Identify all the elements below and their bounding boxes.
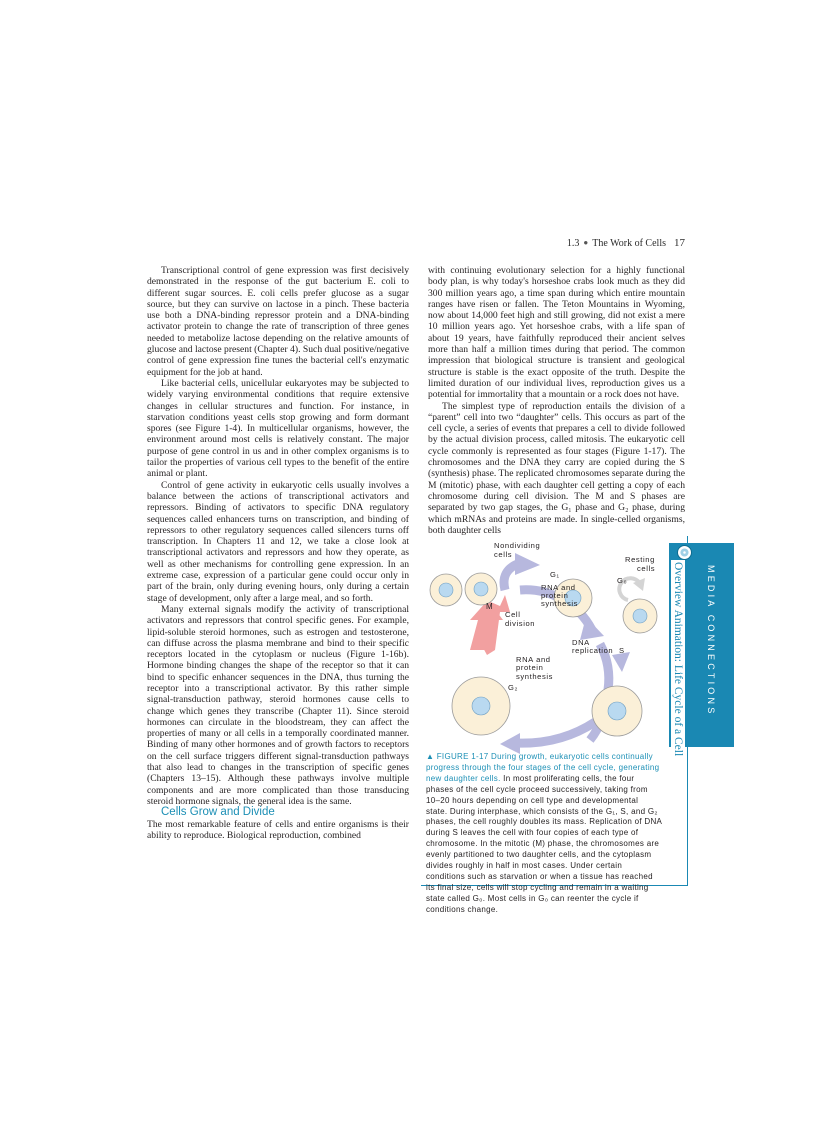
g2-cell [452, 677, 510, 735]
body-paragraph: The simplest type of reproduction entails the division of a “parent” cell into two “daughter” cells. This occurs as part of the cell cycle, a series of events that prepares a cell to divide followed by the actual division process, called mitosis. The eukaryotic cell cycle commonly is represented as four stages (Figure 1-17). The chromosomes and the DNA they carry are copied during the S (synthesis) phase. The replicated chromosomes separate during the M (mitotic) phase, with each daughter cell getting a copy of each chromosome during cell division. The M and S phases are separated by two gap stages, the G₁ phase and G₂ phase, during which mRNAs and proteins are made. In single-celled organisms, both daughter cells [428, 400, 685, 536]
media-connections-label: MEDIA CONNECTIONS [706, 565, 716, 717]
caption-figure-label: FIGURE 1-17 [436, 752, 489, 761]
label-m: M [486, 602, 494, 611]
body-paragraph: Transcriptional control of gene expression was first decisively demonstrated in the response of the gut bacterium E. coli to different sugar sources. E. coli cells prefer glucose as a sugar source, but they can survive on lactose in a pinch. These bacteria use both a DNA-binding repressor protein and a DNA-binding activator protein to change the rate of transcription of three genes needed to metabolize lactose depending on the relative amounts of glucose and lactose present (Chapter 4). Such dual positive/negative control of gene expression fine tunes the bacterial cell's enzymatic equipment for the job at hand. [147, 265, 409, 378]
label-replication: replication [572, 646, 614, 655]
s-phase-cell [592, 686, 642, 736]
s-arrowhead [612, 652, 630, 672]
label-dna: DNA [572, 638, 590, 647]
section-heading: Cells Grow and Divide [161, 806, 275, 819]
label-cell: Cell [505, 610, 521, 619]
body-paragraph: The most remarkable feature of cells and entire organisms is their ability to reproduce. Biological reproduction, combined [147, 818, 409, 841]
body-paragraph: with continuing evolutionary selection for a highly functional body plan, is why today's horseshoe crabs look much as they did 300 million years ago, a time span during which entire mountain ranges have risen or fallen. The Teton Mountains in Wyoming, now about 14,000 feet high and still growing, did not exist a mere 10 million years ago. Yet horseshoe crabs, with a life span of about 19 years, have faithfully reproduced their ancient selves more than half a million times during that period. The common impression that biological structure is transient and geological structure is stable is the exact opposite of the truth. Despite the limited duration of our individual lives, reproduction gives us a potential for immortality that a mountain or a rock does not have. [428, 265, 685, 401]
label-g2: G₂ [508, 683, 519, 692]
top-arrowhead [515, 553, 540, 575]
bullet-separator: ● [583, 238, 589, 247]
caption-marker: ▲ [426, 752, 435, 761]
label-synthesis-top: synthesis [541, 599, 579, 608]
page-number: 17 [674, 237, 685, 249]
running-head-section: 1.3 [566, 238, 580, 249]
caption-body: In most proliferating cells, the four phases of the cell cycle proceed successively, taking from 10–20 hours depending on cell type and developmental state. During interphase, which consists of the G₁, S, and G₂ phases, the cell roughly doubles its mass. Replication of DNA during S leaves the cell with four copies of each type of chromosome. In the mitotic (M) phase, the chromosomes are evenly partitioned to two daughter cells, and the cytoplasm divides roughly in half in most cases. Under certain conditions such as starvation or when a tissue has reached its final size, cells will stop cycling and remain in a waiting state called G₀. Most cells in G₀ can reenter the cycle if conditions change. [426, 773, 662, 914]
label-synthesis-bottom: synthesis [516, 672, 554, 681]
label-nondividing: Nondividing [494, 541, 541, 550]
label-protein-top: protein [541, 591, 569, 600]
nondividing-cell-right [465, 573, 497, 605]
label-resting: Resting [625, 555, 655, 564]
label-resting-cells: cells [637, 564, 656, 573]
cd-disc-icon [677, 545, 692, 560]
label-protein-bottom: protein [516, 663, 544, 672]
label-rna-bottom: RNA and [516, 655, 551, 664]
body-paragraph: Control of gene activity in eukaryotic cells usually involves a balance between the actions of transcriptional activators and repressors. Binding of activators to specific DNA regulatory sequences called enhancers turns on transcription, and binding of repressors to other regulatory sequences called silencers turns off transcription. In Chapters 11 and 12, we take a close look at transcriptional activators and repressors and how they operate, as well as other mechanisms for controlling gene expression. In an extreme case, expression of a particular gene could occur only in part of the brain, only during evening hours, only during a certain stage of development, only after a large meal, and so forth. [147, 479, 409, 604]
nondividing-cell-left [430, 574, 462, 606]
label-g1: G₁ [550, 570, 560, 579]
figure-caption [426, 752, 662, 916]
running-head-title: The Work of Cells [592, 238, 666, 249]
label-rna-top: RNA and [541, 583, 576, 592]
media-animation-link[interactable]: Overview Animation: Life Cycle of a Cell [672, 562, 684, 757]
body-paragraph: Like bacterial cells, unicellular eukaryotes may be subjected to widely varying environmental conditions that require extensive changes in cellular structures and function. For instance, in starvation conditions yeast cells stop growing and form dormant spores (see Figure 1-4). In multicellular organisms, however, the environment around most cells is relatively constant. The major purpose of gene control in us and in other complex organisms is to tailor the properties of various cell types to the benefit of the entire animal or plant. [147, 377, 409, 480]
label-g0: G₀ [617, 576, 628, 585]
label-cells: cells [494, 550, 513, 559]
g2-arrowhead [500, 733, 520, 754]
resting-cell [623, 599, 657, 633]
body-paragraph: Many external signals modify the activity of transcriptional activators and repressors that control specific genes. For example, lipid-soluble steroid hormones, such as estrogen and testosterone, can diffuse across the plasma membrane and bind to their specific receptors located in the cytoplasm or nucleus (Figure 1-16b). Hormone binding changes the shape of the receptor so that it can bind to specific enhancer sequences in the DNA, thus turning the receptor into a transcriptional activator. By this rather simple signal-transduction pathway, steroid hormones cause cells to change which genes they transcribe (Chapter 11). Since steroid hormones can circulate in the bloodstream, they can affect the properties of many or all cells in a temporally coordinated manner. Binding of many other hormones and of growth factors to receptors on the cell surface triggers different signal-transduction pathways that also lead to changes in the transcription of specific genes (Chapters 13–15). Although these pathways involve multiple components and are more complicated than those transducing steroid hormone signals, the general idea is the same. [147, 603, 409, 807]
label-division: division [505, 619, 536, 628]
caption-lead: During growth, eukaryotic cells continually progress through the four stages of the cell cycle, generating new daughter cells. [426, 752, 660, 783]
g2-arc-arrow [515, 722, 595, 743]
label-s: S [619, 646, 625, 655]
